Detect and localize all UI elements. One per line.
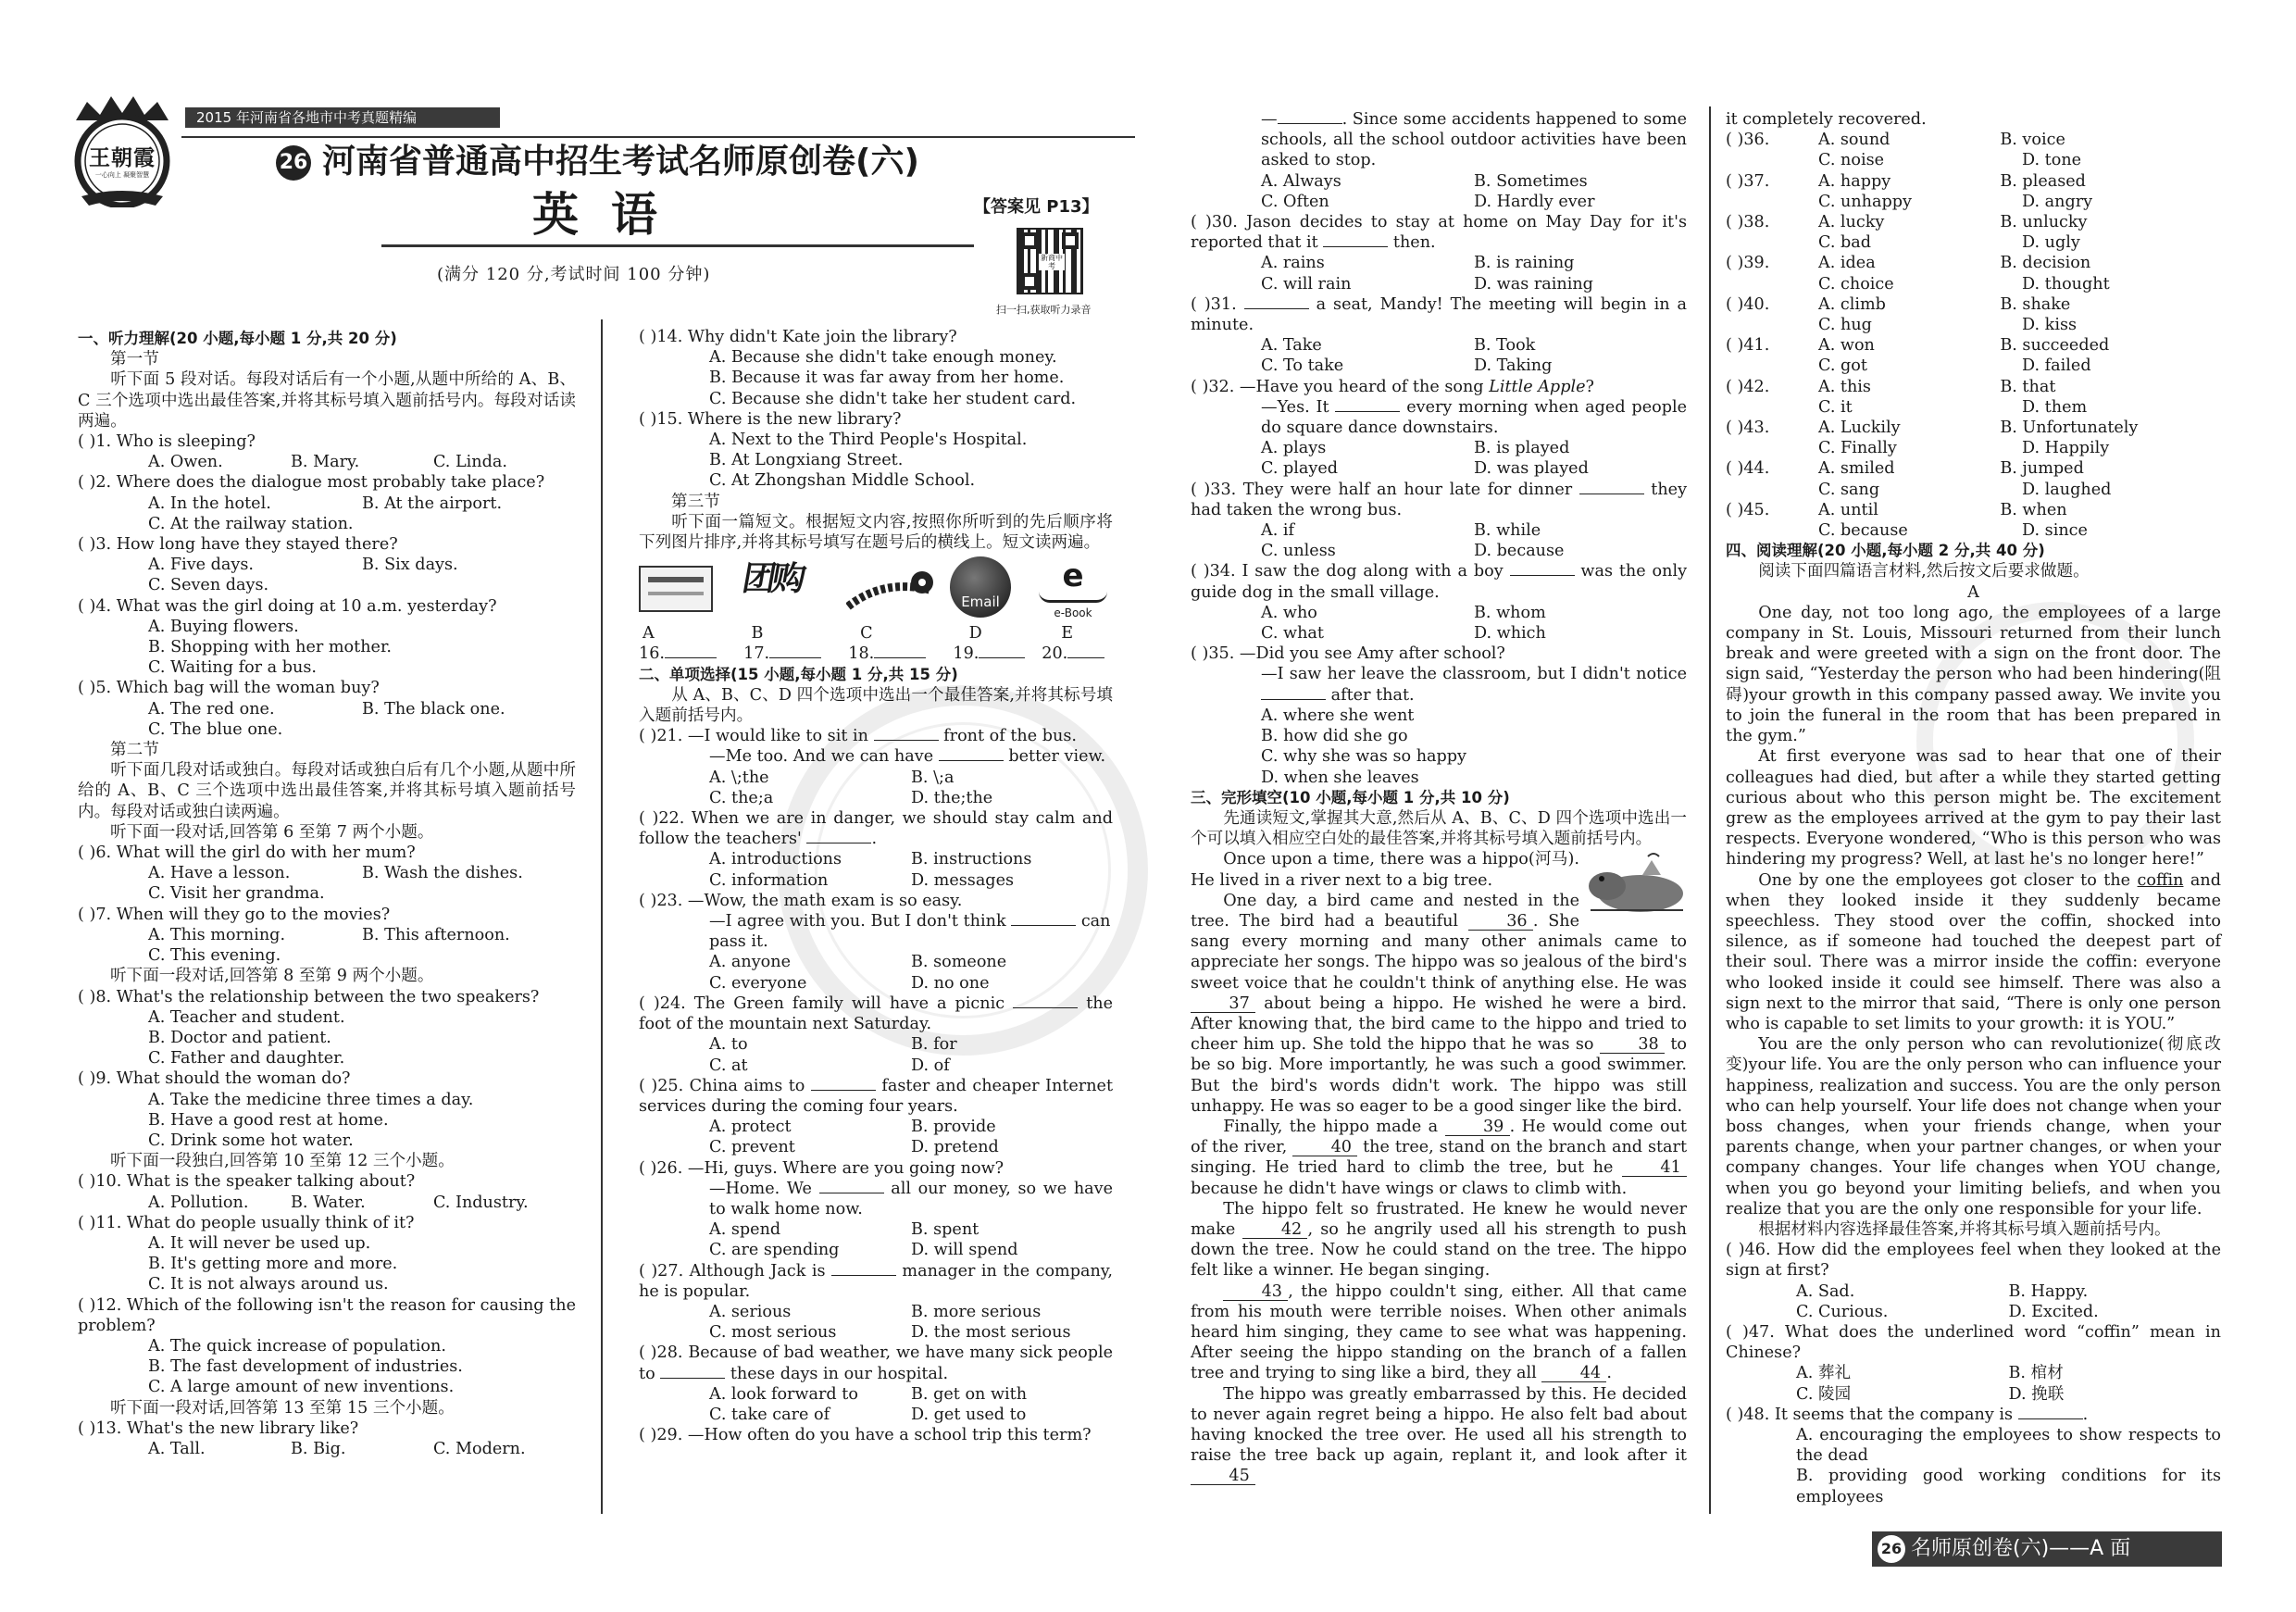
answer-blank[interactable] bbox=[1323, 246, 1388, 247]
cloze-option-row: ( )43. A. Luckily B. Unfortunately bbox=[1726, 419, 2139, 438]
cloze-option-row: C. choice D. thought bbox=[1818, 274, 2110, 294]
answer-blank[interactable] bbox=[1244, 308, 1309, 309]
picture-card-icon bbox=[639, 566, 713, 612]
page-title: 河南省普通高中招生考试名师原创卷(六) bbox=[322, 143, 919, 181]
picture-groupon-icon: 团购 bbox=[739, 560, 805, 599]
question-6: ( )6. What will the girl do with her mum? bbox=[78, 843, 416, 863]
qr-code bbox=[1017, 228, 1083, 294]
cloze-option-row: ( )44. A. smiled B. jumped bbox=[1726, 459, 2084, 479]
cloze-blank-38[interactable]: 38 bbox=[1600, 1036, 1665, 1054]
cloze-paragraph: 43 , the hippo couldn't sing, either. All that came from his mouth were terrible noises. When other animals heard him singing, they came to see what was happening. After seeing the hippo standing on the branch of a fallen tree and trying to sing like a bird, they all 44 . bbox=[1191, 1281, 1687, 1383]
answer-blank[interactable] bbox=[769, 657, 821, 658]
reading-paragraph: One day, not too long ago, the employees of a large company in St. Louis, Missouri returned from their lunch break and were greeted with a sign on the front door. The sign said, “Yesterday the person who had been hindering(阻碍)your growth in this company passed away. We invite you to join the funeral in the room that has been prepared in the gym.” bbox=[1726, 603, 2221, 746]
question-35: ( )35. —Did you see Amy after school? bbox=[1191, 644, 1505, 664]
cloze-blank-36[interactable]: 36 bbox=[1468, 913, 1533, 931]
part-heading: 第三节 bbox=[671, 492, 720, 511]
cloze-blank-43[interactable]: 43 bbox=[1223, 1283, 1288, 1301]
cloze-option-row: ( )40. A. climb B. shake bbox=[1726, 294, 2071, 314]
reading-paragraph: One by one the employees got closer to the coffin and when they looked inside it they suddenly became speechless. They stood over the coffin, shocked into silence, as if someone had touched the deepest part of their soul. There was a mirror inside the coffin: everyone who looked inside it could see himself. There was also a sign next to the mirror that said, “There is only one person who is capable to set limits to your growth: it is YOU.” bbox=[1726, 870, 2222, 1033]
answer-blank[interactable] bbox=[979, 657, 1025, 658]
cloze-paragraph: One day, a bird came and nested in the tree. The bird had a beautiful 36 . She sang every morning and many other animals came to appreciate her songs. The hippo was so jealous of the bird's sweet voice that he couldn't think of anything else. He was 37 about being a hippo. He wished he were a bird. After knowing that, the bird came to the hippo and tried to cheer him up. She told the hippo that he was so 38 to be so big. More importantly, he was such a good swimmer. But the bird's words didn't work. The hippo was still unhappy. He was so eager to be a good singer like the bird. bbox=[1191, 891, 1688, 1116]
cloze-option-row: C. sang D. laughed bbox=[1818, 480, 2112, 499]
cloze-option-row: ( )39. A. idea B. decision bbox=[1726, 254, 2091, 273]
hippo-illustration bbox=[1587, 851, 1687, 916]
question-31: ( )31. a seat, Mandy! The meeting will begin in a minute. bbox=[1191, 294, 1688, 335]
cloze-paragraph: Finally, the hippo made a 39 . He would come out of the river, 40 the tree, stand on the branch and start singing. He tried hard to climb the tree, but he 41 because he didn't have wings or claws to climb with. bbox=[1191, 1117, 1688, 1198]
column-divider bbox=[1709, 106, 1711, 1514]
top-strip-text: 2015 年河南省各地市中考真题精编 bbox=[196, 109, 417, 126]
cloze-option-row: C. it D. them bbox=[1818, 397, 2088, 417]
reading-paragraph: You are the only person who can revolutionize(彻底改变)your life. You are the only person who can influence your happiness, realization and success. You are the only person who can help yourself. Your life does not change when your boss changes, when your friends change, when your parents change, when your partner changes, or when your company changes. Your life changes when YOU change, when you go beyond your limiting beliefs, and when you realize that you are the only one responsible for your life. bbox=[1726, 1035, 2221, 1218]
question-47: ( )47. What does the underlined word “coffin” mean in Chinese? bbox=[1726, 1322, 2221, 1363]
answer-blank[interactable] bbox=[1013, 1007, 1078, 1008]
question-32: ( )32. —Have you heard of the song Little Apple? bbox=[1191, 377, 1594, 396]
cloze-option-row: ( )37. A. happy B. pleased bbox=[1726, 171, 2086, 191]
cloze-blank-41[interactable]: 41 bbox=[1622, 1159, 1687, 1177]
cloze-option-row: C. hug D. kiss bbox=[1818, 316, 2078, 335]
answer-blank[interactable] bbox=[874, 740, 939, 741]
cloze-option-row: ( )41. A. won B. succeeded bbox=[1726, 336, 2110, 356]
instructions: 阅读下面四篇语言材料,然后按文后要求做题。 bbox=[1758, 562, 2090, 581]
footer-badge: 26 bbox=[1878, 1535, 1905, 1563]
cloze-option-row: C. got D. failed bbox=[1818, 356, 2091, 376]
answer-blank[interactable] bbox=[831, 1275, 896, 1276]
cloze-blank-44[interactable]: 44 bbox=[1541, 1365, 1606, 1382]
exam-info: (满分 120 分,考试时间 100 分钟) bbox=[437, 265, 711, 284]
passage-label: A bbox=[1967, 582, 1979, 602]
instructions: 根据材料内容选择最佳答案,并将其标号填入题前括号内。 bbox=[1758, 1219, 2171, 1239]
picture-email-icon: Email bbox=[950, 556, 1011, 618]
cloze-option-row: C. bad D. ugly bbox=[1818, 233, 2080, 253]
instructions: 从 A、B、C、D 四个选项中选出一个最佳答案,并将其标号填入题前括号内。 bbox=[639, 685, 1113, 726]
question-2: ( )2. Where does the dialogue most probably take place? bbox=[78, 473, 545, 493]
answer-blank[interactable] bbox=[1067, 657, 1104, 658]
question-24: ( )24. The Green family will have a picnic the foot of the mountain next Saturday. bbox=[639, 993, 1114, 1034]
question-15: ( )15. Where is the new library? bbox=[639, 409, 902, 429]
subject-underline bbox=[381, 244, 974, 247]
question-30: ( )30. Jason decides to stay at home on May Day for it's reported that it then. bbox=[1191, 213, 1687, 253]
column-divider bbox=[601, 319, 603, 1514]
answer-blank[interactable] bbox=[874, 657, 926, 658]
question-46: ( )46. How did the employees feel when they looked at the sign at first? bbox=[1726, 1241, 2221, 1281]
question-22: ( )22. When we are in danger, we should stay calm and follow the teachers' . bbox=[639, 809, 1113, 849]
question-25: ( )25. China aims to faster and cheaper Internet services during the coming four years. bbox=[639, 1076, 1114, 1116]
column-4: it completely recovered. ( )36. A. sound B. voice C. noise D. tone ( )37. A. happy B. pleased C. unhappy D. angry ( )38. A. lucky B. unlucky C. bad D. ugly ( )39. A. idea B. decision C. choice D. thought ( )40. A. climb B. shake C. hug D. kiss ( )41. A. won B. succeeded C. got D. failed ( )42. A. this B. that C. it D. them ( )43. A. Luckily B. Unfortunately C. Finally D. Happily ( )44. A. smiled B. jumped C. sang D. laughed ( )45. A. until B. when C. because D. since 四、阅读理解(20 小题,每小题 2 分,共 40 分) 阅读下面四篇语言材料,然后按文后要求做题。 A One day, not too long ago, the employees of a large company in St. Louis, Missouri returned from their lunch break and were greeted with a sign on the front door. The sign said, “Yesterday the person who had been hindering(阻碍)your growth in this company passed away. We invite you to join the funeral in the room that has been prepared in the gym.” At first everyone was sad to hear that one of their colleagues had died, but after a while they started getting curious about who this person might be. The excitement grew as the employees arrived at the gym to pay their last respects. Everyone wondered, “Who is this person who was hindering my progress? Well, at last he's no longer here!” One by one the employees got closer to the coffin and when they looked inside it they suddenly became speechless. They stood over the coffin, shocked into silence, as if someone had touched the deepest part of their soul. There was a mirror inside the coffin: everyone who looked inside it could see himself. There was also a sign next to the mirror that said, “There is only one person who is capable to set limits to your growth: it is YOU.” You are the only person who can revolutionize(彻底改变)your life. You are the only person who can influence your happiness, realization and success. You are the only person who can help yourself. Your life does not change when your boss changes, when your friends change, when your parents change, when your partner changes, or when your company changes. Your life changes when YOU change, when you go beyond your limiting beliefs, and when you realize that you are the only one responsible for your life. 根据材料内容选择最佳答案,并将其标号填入题前括号内。 ( )46. How did the employees feel when they looked at the sign at first? A. Sad. B. Happy. C. Curious. D. Excited. ( )47. What does the underlined word “coffin” mean in Chinese? A. 葬礼 B. 棺材 C. 陵园 D. 挽联 ( )48. It seems that the company is . A. encouraging the employees to show respects to the dead B. providing good working conditions for its employees bbox=[1726, 110, 2222, 1506]
picture-film-icon bbox=[846, 569, 939, 610]
column-1: 一、听力理解(20 小题,每小题 1 分,共 20 分) 第一节 听下面 5 段对话。每段对话后有一个小题,从题中所给的 A、B、C 三个选项中选出最佳答案,并将其标号填入题前括号内。每段对话读两遍。 ( )1. Who is sleeping? A. Owen. B. Mary. C. Linda. ( )2. Where does the dialogue most probably take place? A. In the hotel. B. At the airport. C. At the railway station. ( )3. How long have they stayed there? A. Five days. B. Six days. C. Seven days. ( )4. What was the girl doing at 10 a.m. yesterday? A. Buying flowers. B. Shopping with her mother. C. Waiting for a bus. ( )5. Which bag will the woman buy? A. The red one. B. The black one. C. The blue one. 第二节 听下面几段对话或独白。每段对话或独白后有几个小题,从题中所给的 A、B、C 三个选项中选出最佳答案,并将其标号填入题前括号内。每段对话或独白读两遍。 听下面一段对话,回答第 6 至第 7 两个小题。 ( )6. What will the girl do with her mum? A. Have a lesson. B. Wash the dishes. C. Visit her grandma. ( )7. When will they go to the movies? A. This morning. B. This afternoon. C. This evening. 听下面一段对话,回答第 8 至第 9 两个小题。 ( )8. What's the relationship between the two speakers? A. Teacher and student. B. Doctor and patient. C. Father and daughter. ( )9. What should the woman do? A. Take the medicine three times a day. B. Have a good rest at home. C. Drink some hot water. 听下面一段独白,回答第 10 至第 12 三个小题。 ( )10. What is the speaker talking about? A. Pollution. B. Water. C. Industry. ( )11. What do people usually think of it? A. It will never be used up. B. It's getting more and more. C. It is not always around us. ( )12. Which of the following isn't the reason for causing the problem? A. The quick increase of population. B. The fast development of industries. C. A large amount of new inventions. 听下面一段对话,回答第 13 至第 15 三个小题。 ( )13. What's the new library like? A. Tall. B. Big. C. Modern. bbox=[78, 330, 576, 1458]
cloze-paragraph: Once upon a time, there was a hippo(河马). He lived in a river next to a big tree. bbox=[1191, 850, 1579, 890]
question-21: ( )21. —I would like to sit in front of the bus. bbox=[639, 727, 1077, 746]
picture-answer-blanks: 16. 17. 18. 19. 20. bbox=[639, 644, 1113, 664]
question-14: ( )14. Why didn't Kate join the library? bbox=[639, 328, 957, 346]
reading-paragraph: At first everyone was sad to hear that one of their colleagues had died, but after a while they started getting curious about who this person might be. The excitement grew as the employees arrived at the gym to pay their last respects. Everyone wondered, “Who is this person who was hindering my progress? Well, at last he's no longer here!” bbox=[1726, 747, 2221, 869]
question-33: ( )33. They were half an hour late for dinner they had taken the wrong bus. bbox=[1191, 480, 1688, 519]
answer-blank[interactable] bbox=[1278, 123, 1342, 124]
cloze-option-row: C. Finally D. Happily bbox=[1818, 439, 2110, 458]
question-3: ( )3. How long have they stayed there? bbox=[78, 535, 398, 555]
qr-caption: 扫一扫,获取听力录音 bbox=[996, 304, 1092, 316]
instructions: 听下面一篇短文。根据短文内容,按照你所听到的先后顺序将下列图片排序,并将其标号填写在题号后的横线上。短文读两遍。 bbox=[639, 512, 1113, 553]
question-4: ( )4. What was the girl doing at 10 a.m. yesterday? bbox=[78, 596, 497, 616]
underlined-word: coffin bbox=[2137, 870, 2184, 890]
answer-blank[interactable] bbox=[1011, 925, 1076, 926]
options-1: A. Owen. B. Mary. C. Linda. bbox=[148, 453, 507, 472]
column-2: ( )14. Why didn't Kate join the library? A. Because she didn't take enough money. B. Because it was far away from her home. C. Because she didn't take her student card. ( )15. Where is the new library? A. Next to the Third People's Hospital. B. At Longxiang Street. C. At Zhongshan Middle School. 第三节 听下面一篇短文。根据短文内容,按照你所听到的先后顺序将下列图片排序,并将其标号填写在题号后的横线上。短文读两遍。 团购 Email e e-Book A B C D E 16. 17. 18. 19. 20. 二、单项选择(15 小题,每小题 1 分,共 15 分) 从 A、B、C、D 四个选项中选出一个最佳答案,并将其标号填入题前括号内。 ( )21. —I would like to sit in front of the bus. —Me too. And we can have better view. A. \;the B. \;a C. the;a D. the;the ( )22. When we are in danger, we should stay calm and follow the teachers' . A. introductions B. instructions C. information D. messages ( )23. —Wow, the math exam is so easy. —I agree with you. But I don't think can pass it. A. anyone B. someone C. everyone D. no one ( )24. The Green family will have a picnic the foot of the mountain next Saturday. A. to B. for C. at D. of ( )25. China aims to faster and cheaper Internet services during the coming four years. A. protect B. provide C. prevent D. pretend ( )26. —Hi, guys. Where are you going now? —Home. We all our money, so we have to walk home now. A. spend B. spent C. are spending D. will spend ( )27. Although Jack is manager in the company, he is popular. A. serious B. more serious C. most serious D. the most serious ( )28. Because of bad weather, we have many sick people to these days in our hospital. A. look forward to B. get on with C. take care of D. get used to ( )29. —How often do you have a school trip this term? bbox=[639, 328, 1114, 1445]
question-34: ( )34. I saw the dog along with a boy was the only guide dog in the small village. bbox=[1191, 562, 1688, 602]
cloze-option-row: ( )42. A. this B. that bbox=[1726, 377, 2056, 396]
cloze-paragraph: The hippo was greatly embarrassed by this. He decided to never again regret being a hippo. He also felt bad about having knocked the tree over. He used all his strength to raise the tree back up again, replant it, and look after it 45 bbox=[1191, 1384, 1687, 1486]
options-2: A. In the hotel. B. At the airport. bbox=[148, 494, 503, 513]
instructions: 先通读短文,掌握其大意,然后从 A、B、C、D 四个选项中选出一个可以填入相应空白处的最佳答案,并将其标号填入题前括号内。 bbox=[1191, 808, 1687, 849]
cloze-option-row: C. noise D. tone bbox=[1818, 151, 2082, 170]
question-1: ( )1. Who is sleeping? bbox=[78, 432, 256, 452]
question-5: ( )5. Which bag will the woman buy? bbox=[78, 679, 380, 698]
answer-blank[interactable] bbox=[1510, 575, 1575, 576]
section-heading: 三、完形填空(10 小题,每小题 1 分,共 10 分) bbox=[1191, 788, 1510, 806]
cloze-option-row: ( )45. A. until B. when bbox=[1726, 500, 2067, 519]
question-11: ( )11. What do people usually think of it? bbox=[78, 1213, 415, 1232]
question-7: ( )7. When will they go to the movies? bbox=[78, 905, 391, 924]
logo-subtext: 一心向上 凝聚智慧 bbox=[94, 171, 150, 179]
answer-reference: 【答案见 P13】 bbox=[974, 197, 1099, 217]
answer-blank[interactable] bbox=[811, 1090, 876, 1091]
cloze-option-row: C. unhappy D. angry bbox=[1818, 192, 2093, 211]
question-12: ( )12. Which of the following isn't the reason for causing the problem? bbox=[78, 1295, 576, 1335]
instructions: 听下面几段对话或独白。每段对话或独白后有几个小题,从题中所给的 A、B、C 三个选项中选出最佳答案,并将其标号填入题前括号内。每段对话或独白读两遍。 bbox=[78, 761, 576, 821]
cloze-blank-39[interactable]: 39 bbox=[1445, 1118, 1510, 1136]
footer-text: 名师原创卷(六)——A 面 bbox=[1911, 1537, 2131, 1560]
answer-blank[interactable] bbox=[665, 657, 717, 658]
publisher-logo bbox=[63, 93, 181, 207]
question-26: ( )26. —Hi, guys. Where are you going now? bbox=[639, 1158, 1004, 1178]
answer-blank[interactable] bbox=[939, 760, 1004, 761]
cloze-options bbox=[1726, 130, 2221, 541]
part-heading: 第一节 bbox=[110, 350, 159, 369]
answer-blank[interactable] bbox=[1335, 411, 1400, 412]
picture-row bbox=[639, 556, 1113, 623]
cloze-blank-45[interactable]: 45 bbox=[1191, 1468, 1255, 1485]
header-line bbox=[181, 136, 1135, 138]
section-heading: 四、阅读理解(20 小题,每小题 2 分,共 40 分) bbox=[1726, 542, 2045, 560]
subject-title: 英 语 bbox=[532, 187, 657, 242]
question-9: ( )9. What should the woman do? bbox=[78, 1069, 351, 1089]
logo-text: 王朝霞 bbox=[89, 145, 156, 170]
cloze-option-row: ( )36. A. sound B. voice bbox=[1726, 131, 2065, 150]
cloze-blank-42[interactable]: 42 bbox=[1242, 1221, 1307, 1239]
paper-number-badge: 26 bbox=[276, 145, 311, 181]
question-28: ( )28. Because of bad weather, we have many sick people to these days in our hospital. bbox=[639, 1343, 1113, 1383]
question-23: ( )23. —Wow, the math exam is so easy. bbox=[639, 891, 963, 910]
section-heading: 二、单项选择(15 小题,每小题 1 分,共 15 分) bbox=[639, 665, 958, 683]
instructions: 听下面 5 段对话。每段对话后有一个小题,从题中所给的 A、B、C 三个选项中选出最佳答案,并将其标号填入题前括号内。每段对话读两遍。 bbox=[78, 370, 576, 431]
answer-blank[interactable] bbox=[660, 1378, 725, 1379]
answer-blank[interactable] bbox=[2018, 1418, 2083, 1419]
part-heading: 第二节 bbox=[110, 741, 159, 760]
picture-labels: A B C D E bbox=[643, 624, 1074, 644]
cloze-paragraph: The hippo felt so frustrated. He knew he would never make 42 , so he angrily used all his strength to push down the tree. Now he could stand on the tree. The hippo felt like a winner. He began singing. bbox=[1191, 1199, 1687, 1281]
options-5: A. The red one. B. The black one. bbox=[148, 699, 505, 719]
question-8: ( )8. What's the relationship between the two speakers? bbox=[78, 987, 540, 1006]
question-48: ( )48. It seems that the company is . bbox=[1726, 1405, 2089, 1424]
cloze-blank-37[interactable]: 37 bbox=[1191, 995, 1255, 1013]
cloze-option-row: ( )38. A. lucky B. unlucky bbox=[1726, 213, 2088, 232]
question-27: ( )27. Although Jack is manager in the company, he is popular. bbox=[639, 1261, 1113, 1301]
section-heading: 一、听力理解(20 小题,每小题 1 分,共 20 分) bbox=[78, 330, 397, 347]
answer-blank[interactable] bbox=[1261, 699, 1326, 700]
question-13: ( )13. What's the new library like? bbox=[78, 1418, 359, 1438]
options-3: A. Five days. B. Six days. bbox=[148, 556, 458, 575]
picture-ebook-icon: e e-Book bbox=[1039, 560, 1107, 618]
question-10: ( )10. What is the speaker talking about? bbox=[78, 1172, 416, 1192]
qr-label: 新商中考 bbox=[1041, 254, 1063, 270]
question-29: ( )29. —How often do you have a school trip this term? bbox=[639, 1426, 1092, 1445]
column-3: — . Since some accidents happened to some schools, all the school outdoor activities have been asked to stop. A. Always B. Sometimes C. Often D. Hardly ever ( )30. Jason decides to stay at home on May Day for it's reported that it then. A. rains B. is raining C. will rain D. was raining ( )31. a seat, Mandy! The meeting will begin in a minute. A. Take B. Took C. To take D. Taking ( )32. —Have you heard of the song Little Apple? —Yes. It every morning when aged people do square dance downstairs. A. plays B. is played C. played D. was played ( )33. They were half an hour late for dinner they had taken the wrong bus. A. if B. while C. unless D. because ( )34. I saw the dog along with a boy was the only guide dog in the small village. A. who B. whom C. what D. which ( )35. —Did you see Amy after school? —I saw her leave the classroom, but I didn't notice after that. A. where she went B. how did she go C. why she was so happy D. when she leaves 三、完形填空(10 小题,每小题 1 分,共 10 分) 先通读短文,掌握其大意,然后从 A、B、C、D 四个选项中选出一个可以填入相应空白处的最佳答案,并将其标号填入题前括号内。 Once upon a time, there was a hippo(河马). He lived in a river next to a big tree. One day, a bird came and nested in the tree. The bird had a beautiful 36 . She sang every morning and many other animals came to appreciate her songs. The hippo was so jealous of the bird's sweet voice that he couldn't think of anything else. He was 37 about being a hippo. He wished he were a bird. After knowing that, the bird came to the hippo and tried to cheer him up. She told the hippo that he was so 38 to be so big. More importantly, he was such a good swimmer. But the bird's words didn't work. The hippo was still unhappy. He was so eager to be a good singer like the bird. Finally, the hippo made a 39 . He would come out of the river, 40 the tree, stand on the branch and start singing. He tried hard to climb the tree, but he 41 because he didn't have wings or claws to climb with. The hippo felt so frustrated. He knew he would never make 42 , so he angrily used all his strength to push down the tree. Now he could stand on the tree. The hippo felt like a winner. He began singing. 43 , the hippo couldn't sing, either. All that came from his mouth were terrible noises. When other animals heard him singing, they came to see what was happening. After seeing the hippo standing on the branch of a fallen tree and trying to sing like a bird, they all 44 . The hippo was greatly embarrassed by this. He decided to never again regret being a hippo. He also felt bad about having knocked the tree over. He used all his strength to raise the tree back up again, replant it, and look after it 45 bbox=[1191, 110, 1688, 1486]
cloze-option-row: C. because D. since bbox=[1818, 521, 2088, 541]
cloze-blank-40[interactable]: 40 bbox=[1292, 1139, 1357, 1156]
